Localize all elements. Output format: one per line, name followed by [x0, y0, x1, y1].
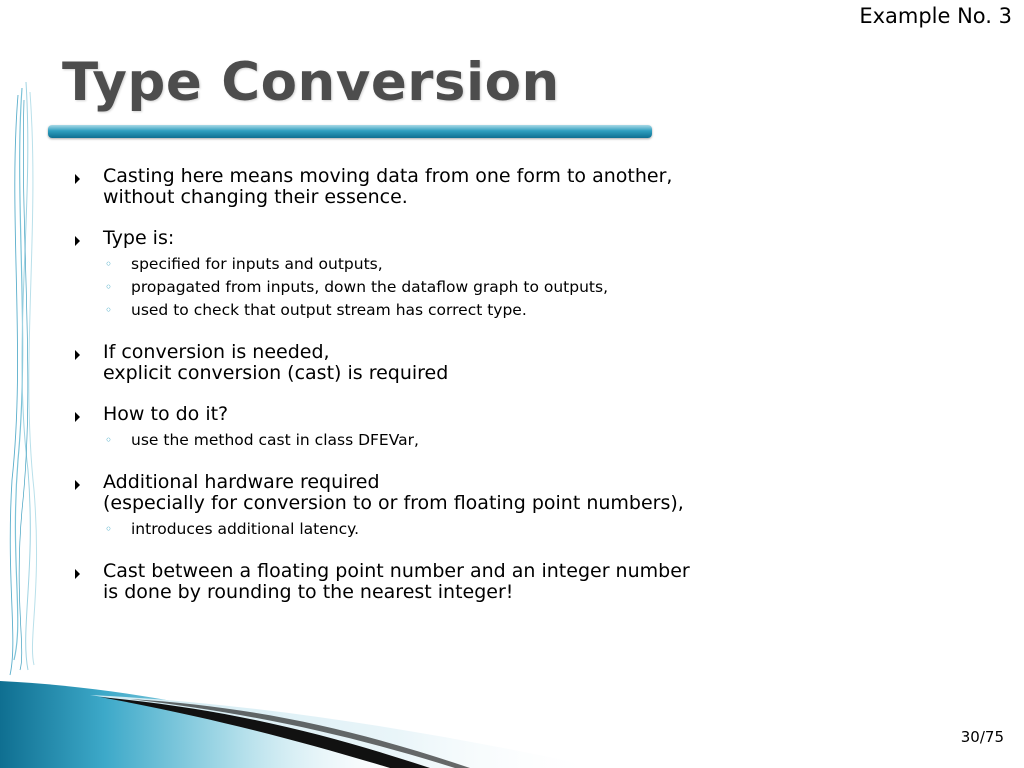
sub-bullet-circle-icon: ◦	[105, 433, 113, 447]
sub-bullet-circle-icon: ◦	[105, 280, 113, 294]
bullet-item	[72, 561, 792, 603]
slide-title: Type Conversion	[62, 52, 560, 113]
sub-bullet-item	[103, 429, 792, 452]
bullet-item	[72, 404, 792, 452]
sub-bullet-text: use the method cast in class DFEVar,	[131, 431, 419, 449]
decorative-lines	[0, 0, 60, 680]
sub-bullet-text: introduces additional latency.	[131, 520, 360, 538]
bullet-item	[72, 342, 792, 384]
bullet-arrow-icon	[75, 236, 80, 246]
title-underline-bar	[48, 125, 652, 138]
sub-bullet-list	[103, 429, 792, 452]
sub-bullet-item	[103, 253, 792, 276]
bullet-line: explicit conversion (cast) is required	[103, 362, 449, 384]
bullet-line: Casting here means moving data from one form to another,	[103, 165, 673, 187]
bullet-arrow-icon	[75, 569, 80, 579]
sub-bullet-text: propagated from inputs, down the dataflow graph to outputs,	[131, 278, 608, 296]
bullet-arrow-icon	[75, 412, 80, 422]
bullet-line: Cast between a floating point number and an integer number	[103, 560, 690, 582]
sub-bullet-circle-icon: ◦	[105, 522, 113, 536]
bullet-line: Type is:	[103, 227, 175, 249]
bullet-item	[72, 228, 792, 322]
bullet-line: without changing their essence.	[103, 186, 408, 208]
sub-bullet-list	[103, 518, 792, 541]
example-tag: Example No. 3	[859, 4, 1012, 28]
sub-bullet-circle-icon: ◦	[105, 303, 113, 317]
sub-bullet-list	[103, 253, 792, 322]
bullet-line: How to do it?	[103, 403, 229, 425]
bullet-arrow-icon	[75, 480, 80, 490]
sub-bullet-item	[103, 299, 792, 322]
sub-bullet-item	[103, 276, 792, 299]
bullet-arrow-icon	[75, 174, 80, 184]
footer-swoosh	[0, 673, 1024, 768]
bullet-line: is done by rounding to the nearest integer!	[103, 581, 514, 603]
bullet-line: Additional hardware required	[103, 471, 380, 493]
page-number: 30/75	[960, 728, 1004, 746]
bullet-line: If conversion is needed,	[103, 341, 330, 363]
bullet-list	[72, 166, 792, 603]
bullet-item	[72, 166, 792, 208]
sub-bullet-item	[103, 518, 792, 541]
bullet-arrow-icon	[75, 350, 80, 360]
sub-bullet-text: used to check that output stream has correct type.	[131, 301, 527, 319]
bullet-line: (especially for conversion to or from floating point numbers),	[103, 492, 684, 514]
bullet-item	[72, 472, 792, 541]
sub-bullet-text: specified for inputs and outputs,	[131, 255, 383, 273]
sub-bullet-circle-icon: ◦	[105, 257, 113, 271]
